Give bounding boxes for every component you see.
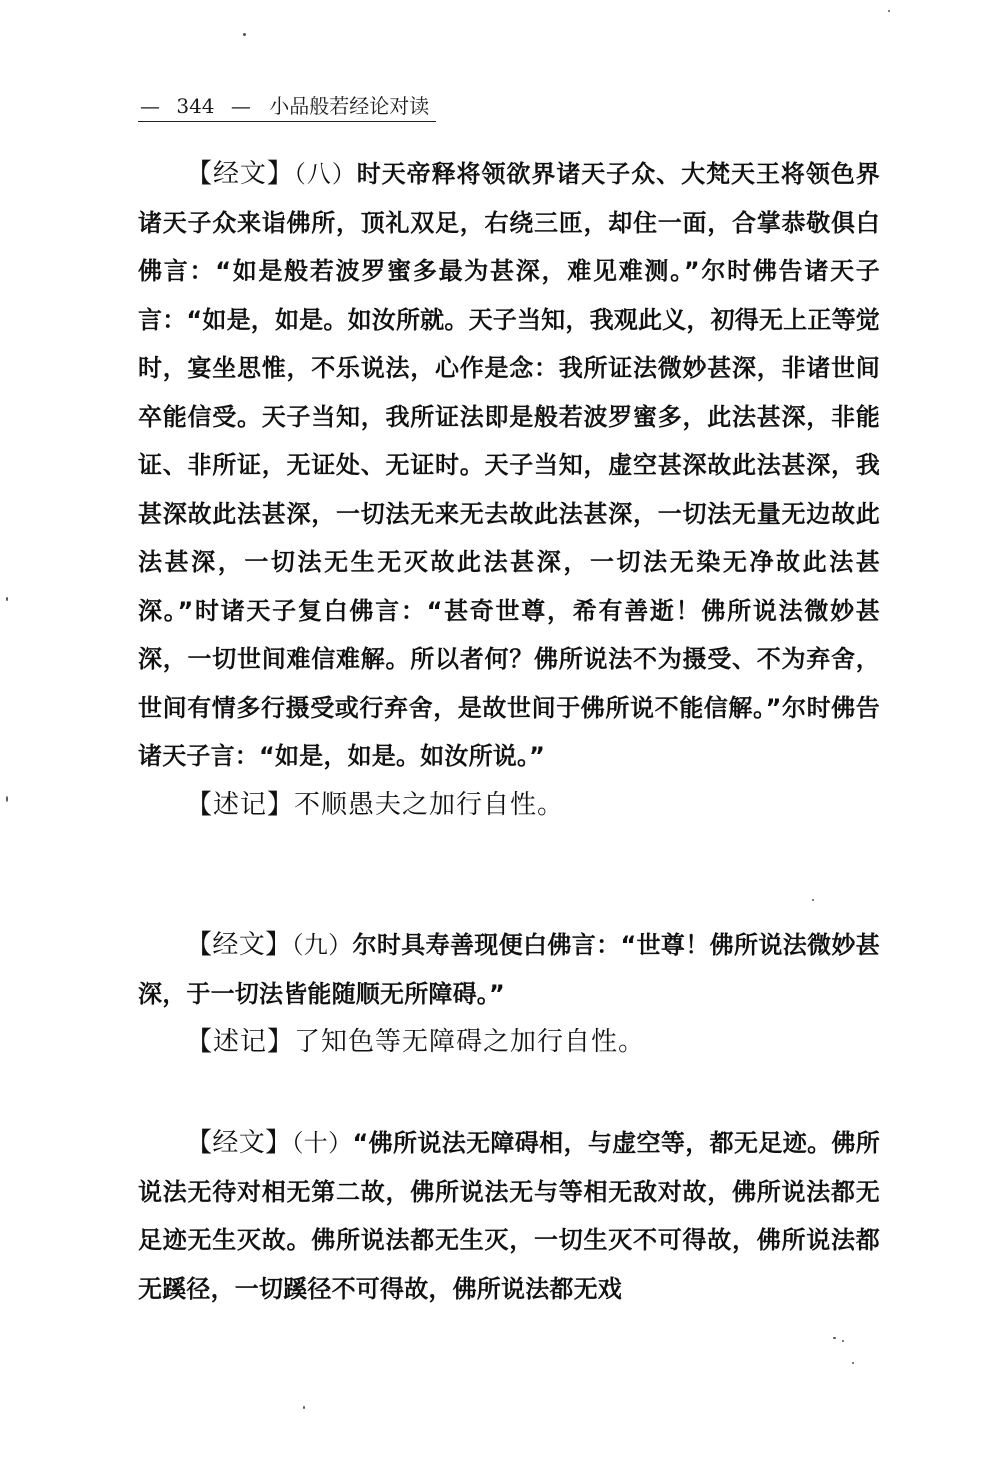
commentary-tag: 【述记】 xyxy=(186,789,295,820)
commentary xyxy=(138,1018,880,1066)
running-header xyxy=(140,93,440,119)
sutra-text: “佛所说法无障碍相，与虚空等，都无足迹。佛所说法无待对相无第二故，佛所说法无与等相无敌对故，佛所说法都无足迹无生灭故。佛所说法都无生灭，一切生灭不可得故，佛所说法都无蹊径，一切蹊径不可得故，佛所说法都无戏 xyxy=(138,1129,880,1303)
scan-speck xyxy=(243,33,246,36)
sutra-section-8 xyxy=(138,150,880,829)
scan-speck xyxy=(6,597,8,601)
header-rule xyxy=(138,121,436,122)
commentary xyxy=(138,781,880,829)
header-dash-right: — xyxy=(230,94,251,118)
sutra-tag: 【经文】 xyxy=(186,159,294,189)
sutra-paragraph xyxy=(138,921,880,1018)
section-number: （九） xyxy=(291,931,353,959)
header-dash-left: — xyxy=(140,94,160,118)
sutra-paragraph xyxy=(138,1119,880,1313)
sutra-tag: 【经文】 xyxy=(186,930,292,960)
scan-speck xyxy=(888,10,890,12)
commentary-tag: 【述记】 xyxy=(186,1027,295,1057)
scan-speck xyxy=(833,1337,836,1339)
sutra-text: 尔时具寿善现便白佛言：“世尊！佛所说法微妙甚深，于一切法皆能随顺无所障碍。” xyxy=(138,931,880,1008)
commentary-text: 不顺愚夫之加行自性。 xyxy=(294,789,565,820)
page-number: 344 xyxy=(176,94,215,118)
scan-speck xyxy=(842,1340,844,1342)
scan-speck xyxy=(6,796,8,802)
scan-speck xyxy=(303,1406,305,1409)
sutra-text: 时天帝释将领欲界诸天子众、大梵天王将领色界诸天子众来诣佛所，顶礼双足，右绕三匝，却住一面，合掌恭敬俱白佛言：“如是般若波罗蜜多最为甚深，难见难测。”尔时佛告诸天子言：“如是，如是。如汝所就。天子当知，我观此义，初得无上正等觉时，宴坐思惟，不乐说法，心作是念：我所证法微妙甚深，非诸世间卒能信受。天子当知，我所证法即是般若波罗蜜多，此法甚深，非能证、非所证，无证处、无证时。天子当知，虚空甚深故此法甚深，我甚深故此法甚深，一切法无来无去故此法甚深，一切法无量无边故此法甚深，一切法无生无灭故此法甚深，一切法无染无净故此法甚深。”时诸天子复白佛言：“甚奇世尊，希有善逝！佛所说法微妙甚深，一切世间难信难解。所以者何？佛所说法不为摄受、不为弃舍，世间有情多行摄受或行弃舍，是故世间于佛所说不能信解。”尔时佛告诸天子言：“如是，如是。如汝所说。” xyxy=(138,160,880,770)
section-number: （八） xyxy=(293,160,357,188)
scan-speck xyxy=(812,899,814,901)
sutra-section-10 xyxy=(138,1119,880,1313)
book-title: 小品般若经论对读 xyxy=(269,94,430,118)
section-number: （十） xyxy=(291,1129,353,1157)
commentary-text: 了知色等无障碍之加行自性。 xyxy=(294,1027,646,1057)
sutra-paragraph xyxy=(138,150,880,781)
sutra-section-9 xyxy=(138,921,880,1066)
scan-speck xyxy=(852,1362,854,1364)
sutra-tag: 【经文】 xyxy=(186,1128,292,1158)
